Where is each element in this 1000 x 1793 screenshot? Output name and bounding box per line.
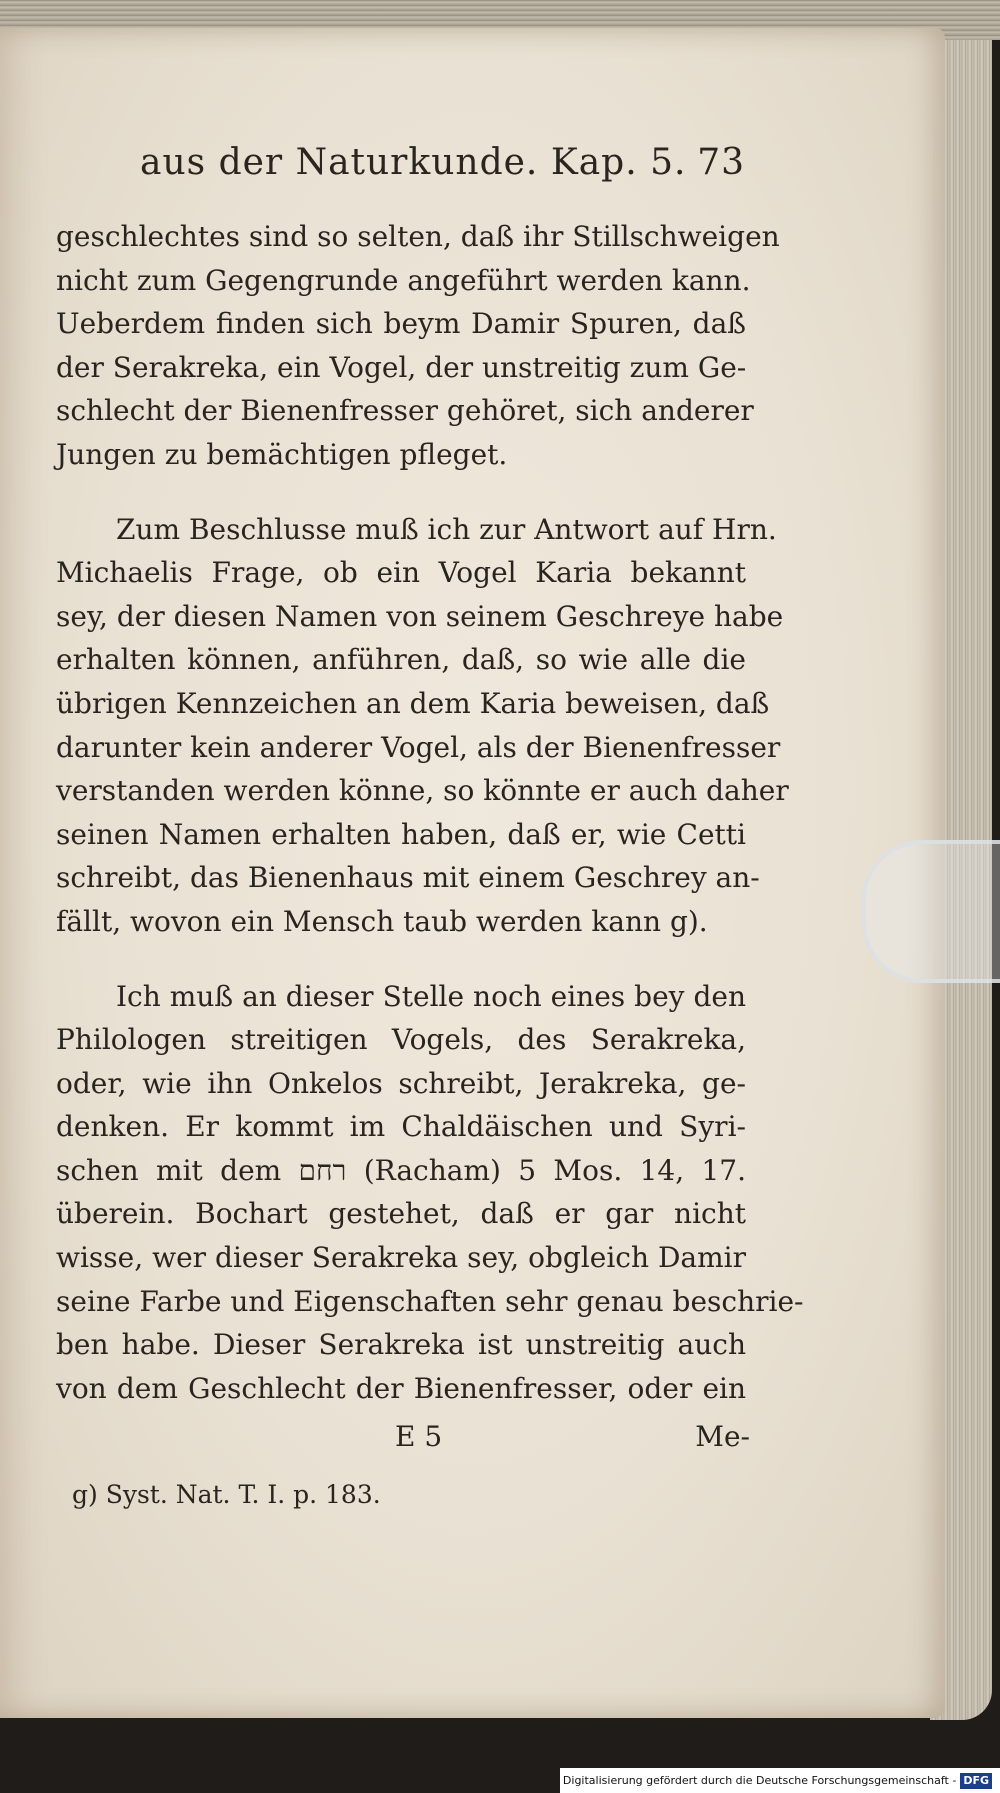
catchword: Me- <box>695 1420 750 1453</box>
footer-text: Digitalisierung gefördert durch die Deutsche Forschungsgemeinschaft - <box>562 1774 957 1787</box>
text-line: Michaelis Frage, ob ein Vogel Karia bekannt <box>56 556 746 590</box>
text-line: Zum Beschlusse muß ich zur Antwort auf Hrn. <box>116 512 777 546</box>
text-line: Jungen zu bemächtigen pfleget. <box>56 437 508 471</box>
text-line: schen mit dem רחם (Racham) 5 Mos. 14, 17. <box>56 1153 746 1187</box>
text-line: Philologen streitigen Vogels, des Serakreka, <box>56 1023 746 1057</box>
body-text <box>56 215 804 1410</box>
paragraph-gap <box>56 944 746 975</box>
paragraph-3 <box>56 975 804 1411</box>
running-head <box>140 142 745 192</box>
text-line: sey, der diesen Namen von seinem Geschreye habe <box>56 599 784 633</box>
text-line: überein. Bochart gestehet, daß er gar nicht <box>56 1197 746 1231</box>
text-line: geschlechtes sind so selten, daß ihr Stillschweigen <box>56 220 780 253</box>
signature-mark: E 5 <box>395 1420 443 1453</box>
text-line: nicht zum Gegengrunde angeführt werden kann. <box>56 263 751 297</box>
paragraph-2 <box>56 508 789 944</box>
signature-line <box>395 1420 750 1464</box>
dfg-logo-icon: DFG <box>960 1773 992 1789</box>
text-line: denken. Er kommt im Chaldäischen und Syri- <box>56 1110 746 1144</box>
paragraph-1 <box>56 215 780 477</box>
text-line: der Serakreka, ein Vogel, der unstreitig zum Ge- <box>56 350 747 384</box>
digitization-footer <box>560 1768 1000 1793</box>
text-line: darunter kein anderer Vogel, als der Bienenfresser <box>56 730 781 764</box>
text-line: wisse, wer dieser Serakreka sey, obgleich Damir <box>56 1241 746 1275</box>
text-line: fällt, wovon ein Mensch taub werden kann g). <box>56 904 708 938</box>
text-line: seinen Namen erhalten haben, daß er, wie Cetti <box>56 817 746 851</box>
paragraph-gap <box>56 477 746 508</box>
footnote: g) Syst. Nat. T. I. p. 183. <box>72 1480 381 1509</box>
text-line: übrigen Kennzeichen an dem Karia beweisen, daß <box>56 686 770 720</box>
text-line: schreibt, das Bienenhaus mit einem Geschrey an- <box>56 861 760 895</box>
text-line: verstanden werden könne, so könnte er auch daher <box>56 774 789 808</box>
page-clip <box>862 840 1000 983</box>
page-number: 73 <box>697 142 745 183</box>
text-line: ben habe. Dieser Serakreka ist unstreitig auch <box>56 1328 746 1362</box>
text-line: von dem Geschlecht der Bienenfresser, oder ein <box>56 1371 746 1405</box>
text-line: schlecht der Bienenfresser gehöret, sich anderer <box>56 394 754 428</box>
text-line: seine Farbe und Eigenschaften sehr genau beschrie- <box>56 1284 804 1318</box>
text-line: erhalten können, anführen, daß, so wie alle die <box>56 643 746 677</box>
running-head-title: aus der Naturkunde. Kap. 5. <box>140 142 687 183</box>
text-line: Ich muß an dieser Stelle noch eines bey den <box>116 979 746 1013</box>
text-line: oder, wie ihn Onkelos schreibt, Jerakreka, ge- <box>56 1066 746 1100</box>
text-line: Ueberdem finden sich beym Damir Spuren, daß <box>56 307 746 341</box>
